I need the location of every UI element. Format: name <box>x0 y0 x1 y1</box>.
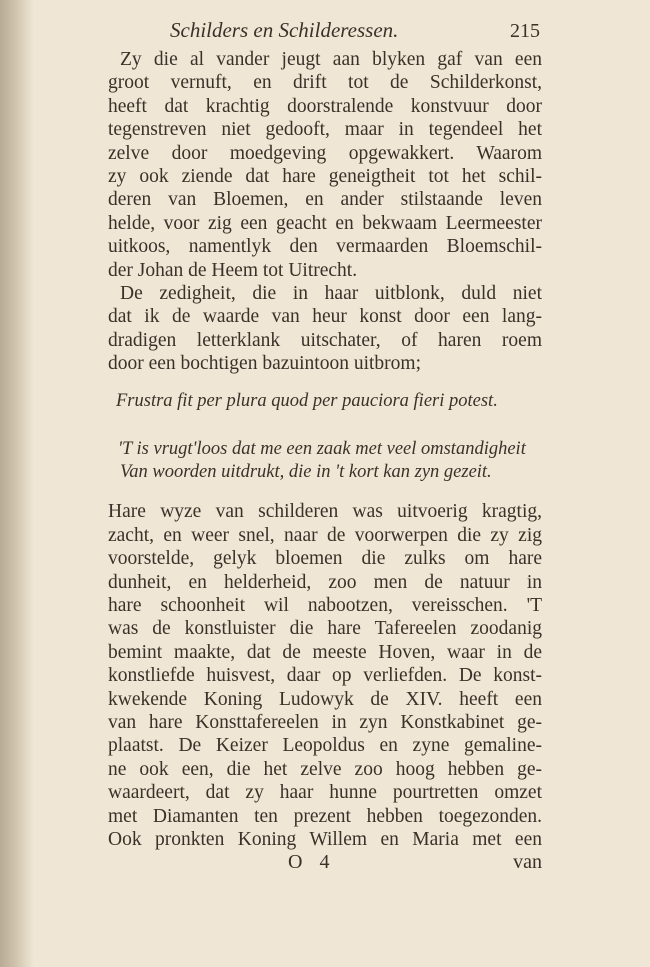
text-line: zelve door moedgeving opgewakkert. Waarom <box>108 142 542 164</box>
text-line: kwekende Koning Ludowyk de XIV. heeft een <box>108 688 542 710</box>
running-title: Schilders en Schilderessen. <box>170 18 399 42</box>
text-line: der Johan de Heem tot Uitrecht. <box>108 259 358 281</box>
text-line: zacht, en weer snel, naar de voorwerpen die zy zig <box>108 524 542 546</box>
catchword: van <box>513 851 542 874</box>
text-line: Hare wyze van schilderen was uitvoerig kragtig, <box>108 501 542 523</box>
text-line: heeft dat krachtig doorstralende konstvuur door <box>108 95 542 117</box>
running-header <box>108 18 542 48</box>
book-page <box>108 18 542 958</box>
text-line: konstliefde huisvest, daar op verliefden. De konst- <box>108 665 542 687</box>
book-binding-shadow <box>0 0 34 967</box>
text-line: groot vernuft, en drift tot de Schilderkonst, <box>108 72 542 94</box>
page-number: 215 <box>510 20 540 42</box>
signature-mark: O 4 <box>288 851 336 874</box>
text-line: deren van Bloemen, en ander stilstaande leven <box>108 189 542 211</box>
dutch-verse-line: 'T is vrugt'loos dat me een zaak met veel omstandigheit <box>118 439 526 460</box>
text-line: van hare Konsttafereelen in zyn Konstkabinet ge- <box>108 711 542 733</box>
text-line: bemint maakte, dat de meeste Hoven, waar in de <box>108 641 542 663</box>
dutch-verse-line: Van woorden uitdrukt, die in 't kort kan zyn gezeit. <box>120 462 492 483</box>
text-line: zy ook ziende dat hare geneigtheit tot het schil- <box>108 165 542 187</box>
text-line: ne ook een, die het zelve zoo hoog hebben ge- <box>108 758 542 780</box>
paragraph-2 <box>108 500 542 851</box>
text-line: plaatst. De Keizer Leopoldus en zyne gemaline- <box>108 735 542 757</box>
text-line: voorstelde, gelyk bloemen die zulks om hare <box>108 548 542 570</box>
text-line: met Diamanten ten prezent hebben toegezonden. <box>108 805 542 827</box>
text-line: helde, voor zig een geacht en bekwaam Leermeester <box>108 212 542 234</box>
paragraph-1 <box>108 48 542 375</box>
text-line: dat ik de waarde van heur konst door een lang- <box>108 306 542 328</box>
text-line: tegenstreven niet gedooft, maar in tegendeel het <box>108 119 542 141</box>
text-line: dradigen letterklank uitschater, of haren roem <box>108 329 542 351</box>
latin-quotation: Frustra fit per plura quod per pauciora fieri potest. <box>116 391 498 412</box>
text-line: hare schoonheit wil nabootzen, vereisschen. 'T <box>108 595 542 617</box>
text-line: Ook pronkten Koning Willem en Maria met een <box>108 828 542 850</box>
text-line: door een bochtigen bazuintoon uitbrom; <box>108 353 422 375</box>
text-line: De zedigheit, die in haar uitblonk, duld niet <box>120 282 542 304</box>
page-footer <box>108 851 542 875</box>
text-line: waardeert, dat zy haar hunne pourtretten omzet <box>108 782 542 804</box>
text-line: Zy die al vander jeugt aan blyken gaf van een <box>120 49 542 70</box>
text-line: was de konstluister die hare Tafereelen zoodanig <box>108 618 542 640</box>
text-line: uitkoos, namentlyk den vermaarden Bloemschil- <box>108 236 542 258</box>
text-line: dunheit, en helderheid, zoo men de natuur in <box>108 571 542 593</box>
